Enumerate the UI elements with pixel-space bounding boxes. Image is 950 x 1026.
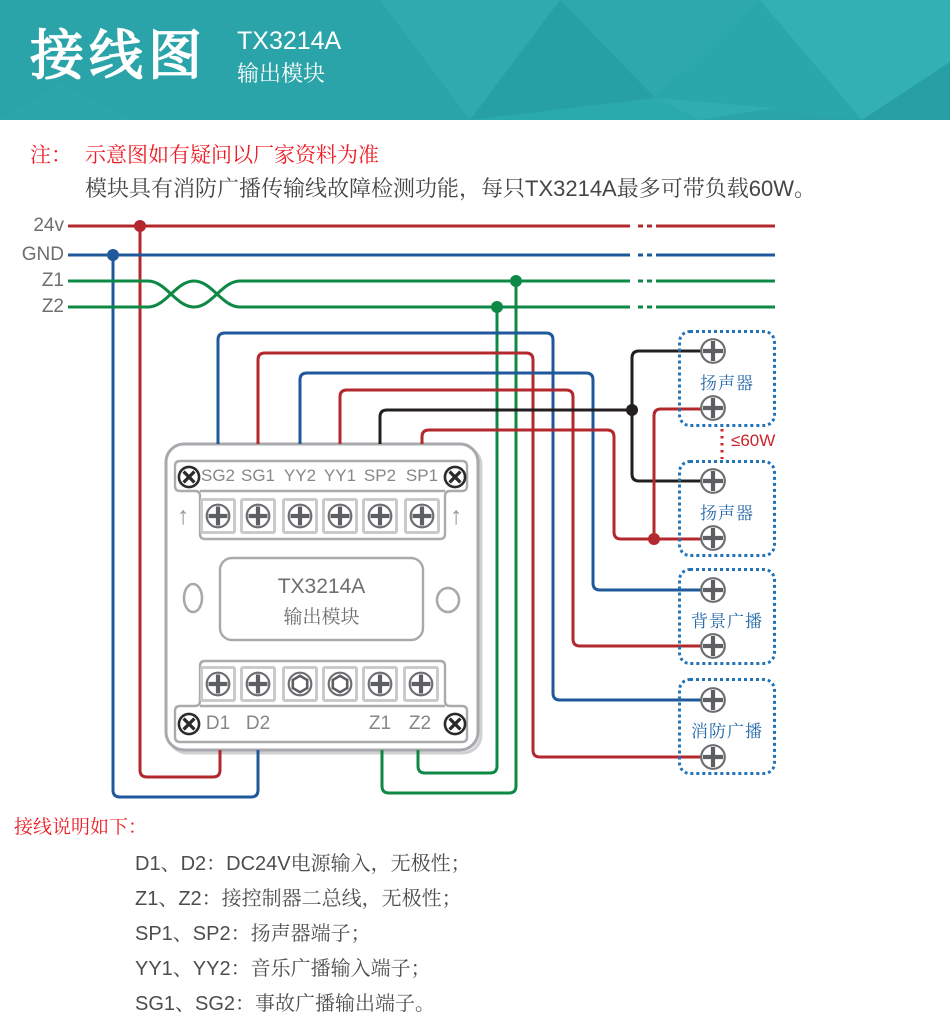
- screw-terminal-d2: [240, 666, 276, 702]
- screw-terminal-sp2: [362, 498, 398, 534]
- device-label: 扬声器: [700, 374, 754, 393]
- phillips-screw-icon: [365, 501, 395, 531]
- screw-terminal-z1: [362, 666, 398, 702]
- terminal-label-sg2: SG2: [200, 466, 236, 485]
- module-nameplate: [220, 575, 423, 629]
- phillips-screw-icon: [203, 669, 233, 699]
- model-number: TX3214A: [237, 27, 342, 55]
- terminal-label-d1: D1: [205, 713, 231, 734]
- device-label: 消防广播: [691, 722, 763, 741]
- instruction-item-z: Z1、Z2：接控制器二总线，无极性；: [135, 888, 462, 910]
- device-box-speaker-2: [678, 460, 776, 557]
- corner-screw-icon: [442, 711, 468, 737]
- device-terminal: [698, 575, 728, 605]
- device-terminal: [698, 631, 728, 661]
- device-box-fire-broadcast: [678, 678, 776, 775]
- phillips-screw-icon: [698, 466, 728, 496]
- corner-screw-bottom-right: [442, 711, 468, 737]
- phillips-screw-icon: [698, 685, 728, 715]
- terminal-label-sp1: SP1: [405, 466, 439, 485]
- terminal-label-sp2: SP2: [363, 466, 397, 485]
- module-type-subtitle: 输出模块: [237, 61, 326, 86]
- bus-label-z2: Z2: [41, 296, 64, 317]
- bus-label-z1: Z1: [41, 270, 64, 291]
- phillips-screw-icon: [406, 669, 436, 699]
- junction-dot-24v: [134, 220, 146, 232]
- power-limit-label: ≤60W: [731, 431, 776, 450]
- screw-terminal-z2: [403, 666, 439, 702]
- phillips-screw-icon: [407, 501, 437, 531]
- up-arrow-icon: ↑: [450, 502, 463, 530]
- instruction-item-yy: YY1、YY2：音乐广播输入端子；: [135, 958, 431, 980]
- screw-terminal-yy2: [282, 498, 318, 534]
- phillips-screw-icon: [325, 501, 355, 531]
- device-terminal: [698, 523, 728, 553]
- phillips-screw-icon: [698, 523, 728, 553]
- phillips-screw-icon: [285, 501, 315, 531]
- phillips-screw-icon: [698, 393, 728, 423]
- module-type-text: 输出模块: [283, 607, 360, 628]
- phillips-screw-icon: [203, 501, 233, 531]
- junction-dot-gnd: [107, 249, 119, 261]
- screw-terminal-sg2: [200, 498, 236, 534]
- device-terminal: [698, 742, 728, 772]
- module-name-text: TX3214A: [277, 575, 366, 598]
- instruction-item-d: D1、D2：DC24V电源输入，无极性；: [135, 853, 471, 875]
- note-warning: 示意图如有疑问以厂家资料为准: [85, 144, 379, 167]
- terminal-label-yy1: YY1: [323, 466, 357, 485]
- device-terminal: [698, 336, 728, 366]
- screw-terminal-yy1: [322, 498, 358, 534]
- up-arrow-icon: ↑: [177, 502, 190, 530]
- page-title: 接线图: [30, 26, 207, 86]
- phillips-screw-icon: [243, 501, 273, 531]
- note-prefix: 注：: [30, 144, 72, 167]
- corner-screw-icon: [442, 464, 468, 490]
- note-description: 模块具有消防广播传输线故障检测功能，每只TX3214A最多可带负载60W。: [85, 176, 816, 201]
- device-terminal: [698, 466, 728, 496]
- phillips-screw-icon: [698, 336, 728, 366]
- device-label: 扬声器: [700, 504, 754, 523]
- hex-terminal: [322, 666, 358, 702]
- hex-terminal: [282, 666, 318, 702]
- junction-dot-z1: [510, 275, 522, 287]
- device-box-speaker-1: [678, 330, 776, 427]
- instructions-title: 接线说明如下：: [14, 817, 148, 838]
- phillips-screw-icon: [698, 575, 728, 605]
- bus-label-24v: 24v: [33, 215, 64, 236]
- phillips-screw-icon: [698, 631, 728, 661]
- phillips-screw-icon: [243, 669, 273, 699]
- junction-dot-z2: [491, 301, 503, 313]
- phillips-screw-icon: [698, 742, 728, 772]
- instruction-item-sp: SP1、SP2：扬声器端子；: [135, 923, 371, 945]
- screw-terminal-d1: [200, 666, 236, 702]
- bus-label-gnd: GND: [21, 244, 64, 265]
- phillips-screw-icon: [365, 669, 395, 699]
- junction-dot-sp1: [648, 533, 660, 545]
- corner-screw-top-right: [442, 464, 468, 490]
- terminal-label-sg1: SG1: [240, 466, 276, 485]
- terminal-label-z2: Z2: [408, 713, 432, 734]
- terminal-label-z1: Z1: [368, 713, 392, 734]
- terminal-label-d2: D2: [245, 713, 271, 734]
- junction-dot-sp2: [626, 404, 638, 416]
- device-terminal: [698, 393, 728, 423]
- hex-nut-icon: [325, 669, 355, 699]
- device-box-background-broadcast: [678, 568, 776, 665]
- screw-terminal-sg1: [240, 498, 276, 534]
- instruction-item-sg: SG1、SG2：事故广播输出端子。: [135, 993, 436, 1015]
- device-terminal: [698, 685, 728, 715]
- hex-nut-icon: [285, 669, 315, 699]
- terminal-label-yy2: YY2: [283, 466, 317, 485]
- device-label: 背景广播: [691, 612, 763, 631]
- screw-terminal-sp1: [404, 498, 440, 534]
